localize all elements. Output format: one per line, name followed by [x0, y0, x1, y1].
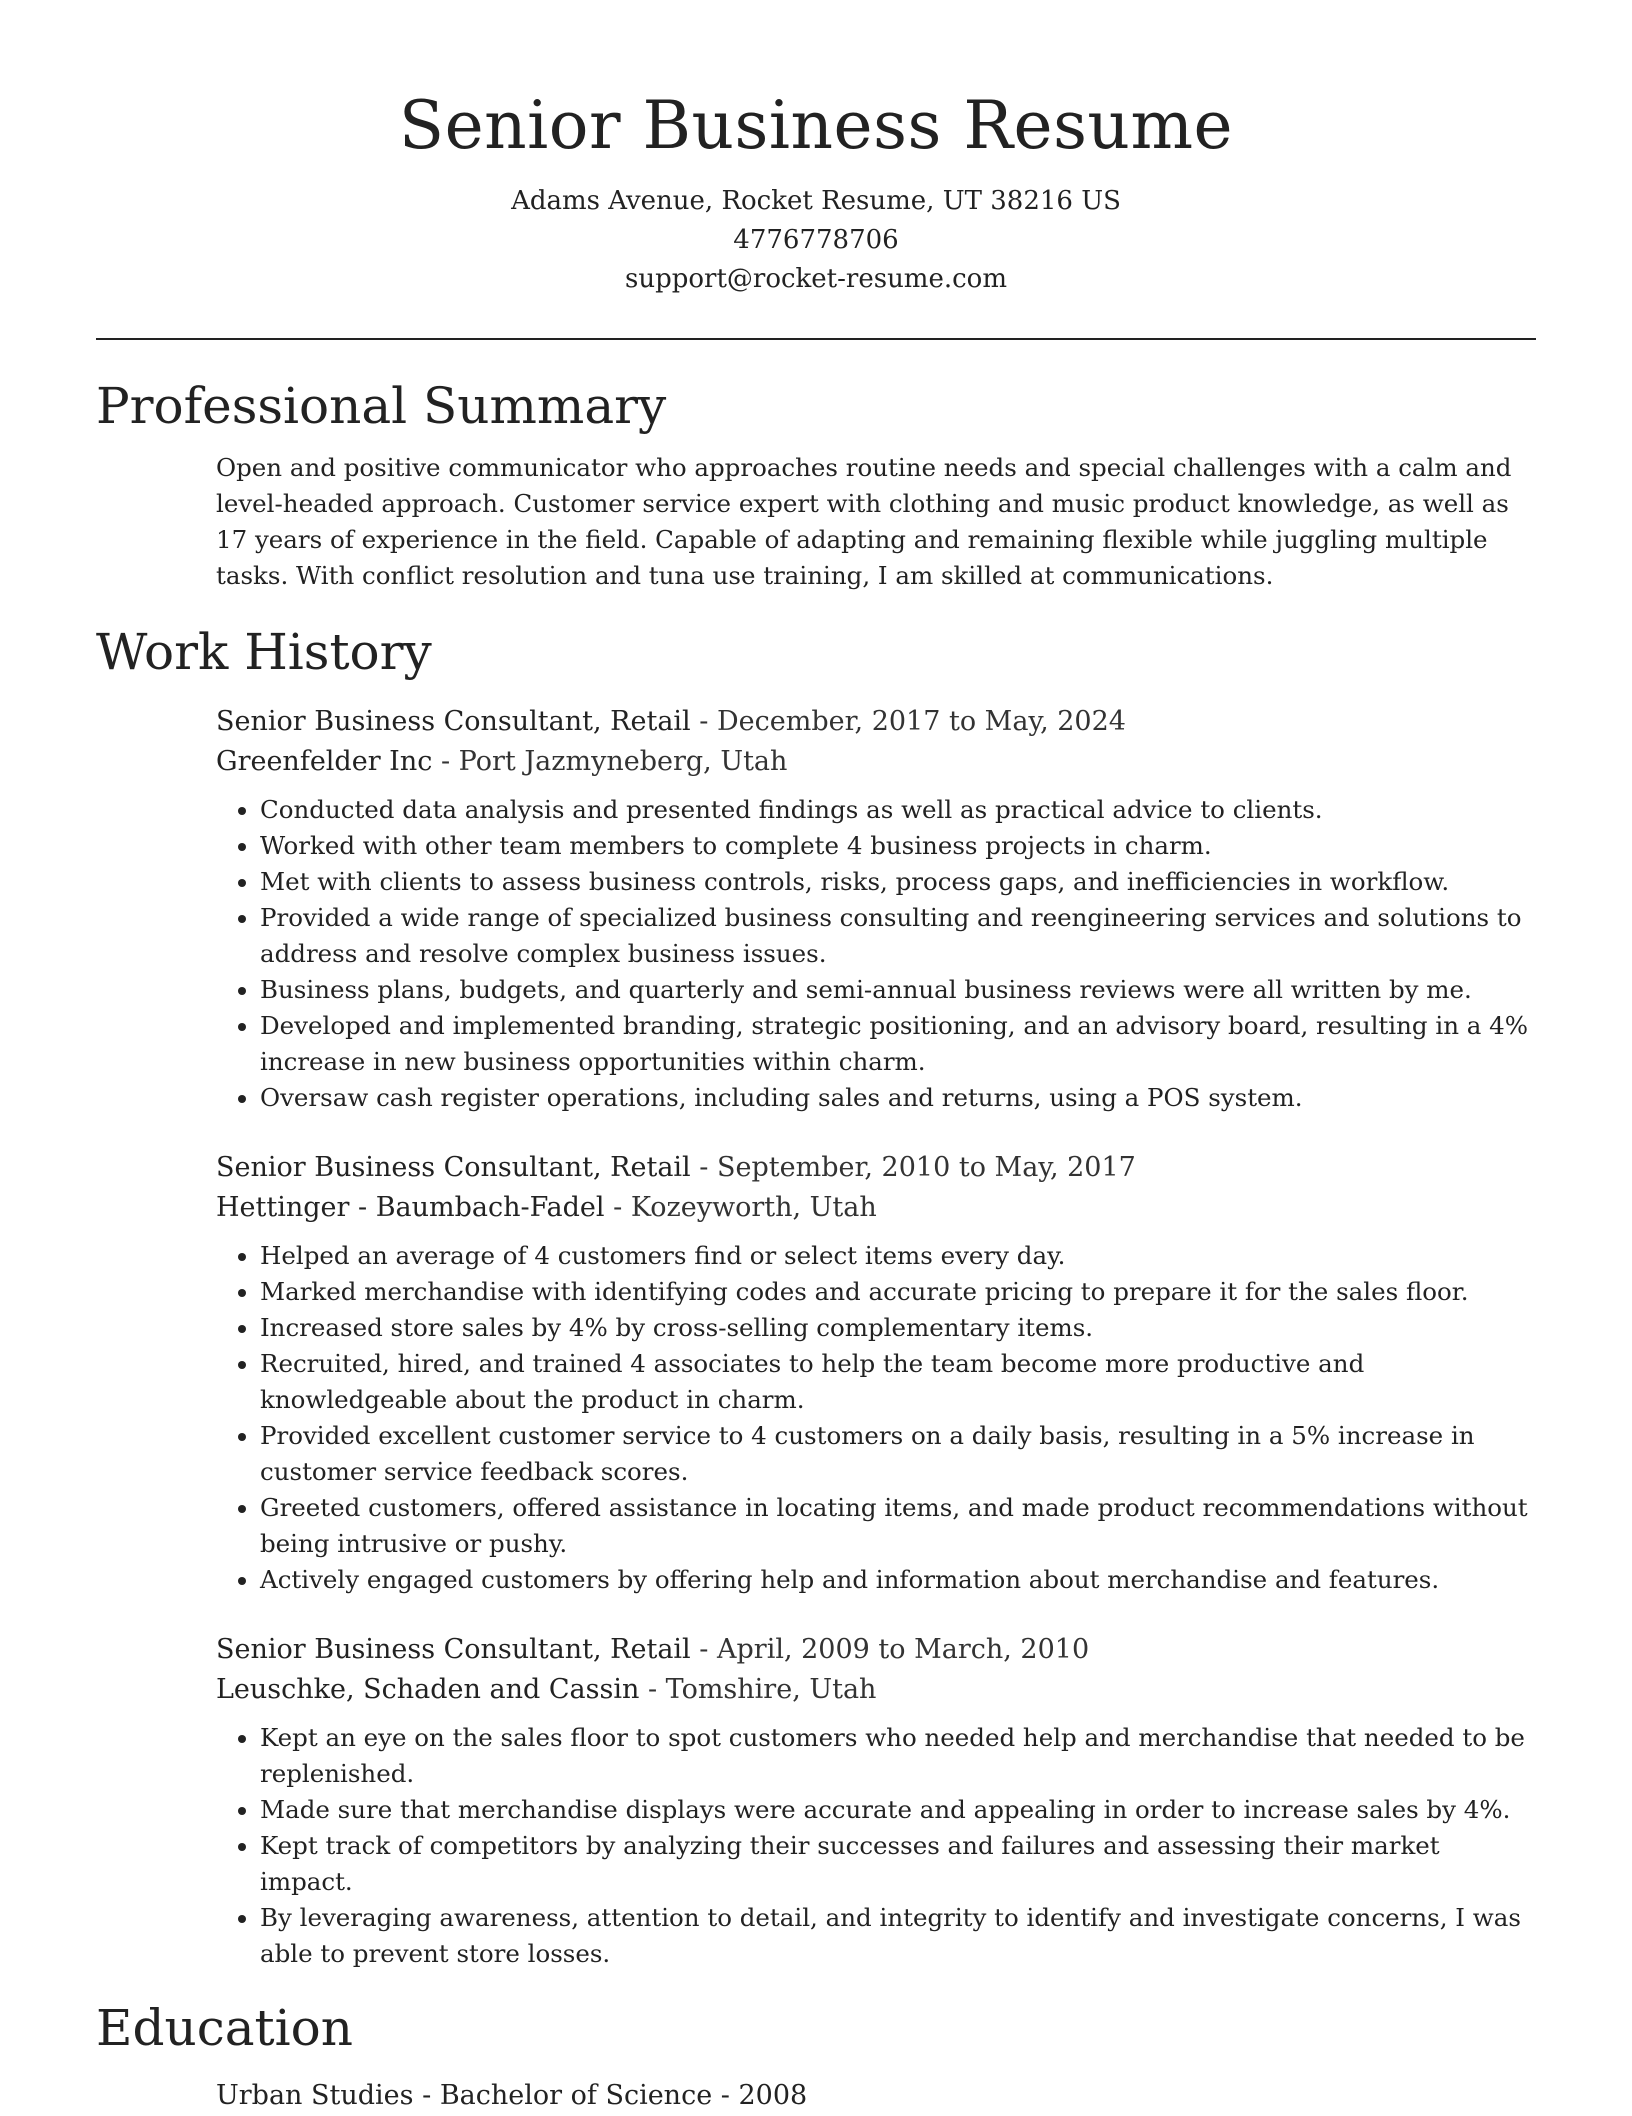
- job-company: Greenfelder Inc: [216, 746, 433, 777]
- contact-address: Adams Avenue, Rocket Resume, UT 38216 US: [511, 186, 1121, 216]
- job-position: Senior Business Consultant, Retail: [216, 706, 691, 737]
- job-bullets: [216, 1720, 1536, 1972]
- job-bullet: • Kept an eye on the sales floor to spot customers who needed help and merchandise that needed to be replenished.: [260, 1720, 1536, 1792]
- job-location: - Port Jazmyneberg, Utah: [440, 746, 788, 777]
- work-history-heading: Work History: [96, 623, 432, 681]
- education-heading: Education: [96, 1999, 353, 2057]
- job-bullets: [216, 1238, 1536, 1598]
- job-bullet: • Made sure that merchandise displays were accurate and appealing in order to increase sales by 4%.: [260, 1792, 1536, 1828]
- job-bullet: • Increased store sales by 4% by cross-selling complementary items.: [260, 1310, 1536, 1346]
- work-history-section: [216, 702, 1536, 1972]
- job-bullet: • Provided a wide range of specialized business consulting and reengineering services and solutions to address and resolve complex business issues.: [260, 900, 1536, 972]
- job-company: Hettinger - Baumbach-Fadel: [216, 1192, 605, 1223]
- job-bullet: • Worked with other team members to complete 4 business projects in charm.: [260, 828, 1536, 864]
- education-entry: [216, 2076, 1536, 2116]
- job-dates: - December, 2017 to May, 2024: [699, 706, 1126, 737]
- job-bullet: • Developed and implemented branding, strategic positioning, and an advisory board, resulting in a 4% increase in new business opportunities within charm.: [260, 1008, 1536, 1080]
- resume-page: [96, 0, 1536, 2116]
- job-dates: - September, 2010 to May, 2017: [699, 1152, 1136, 1183]
- job-title-line: [216, 1630, 1536, 1670]
- job-bullet: • Greeted customers, offered assistance in locating items, and made product recommendations without being intrusive or pushy.: [260, 1490, 1536, 1562]
- job-location: - Kozeyworth, Utah: [613, 1192, 877, 1223]
- contact-phone: 4776778706: [733, 225, 899, 255]
- job-bullets: [216, 792, 1536, 1116]
- job-company: Leuschke, Schaden and Cassin: [216, 1674, 640, 1705]
- job-bullet: • Provided excellent customer service to 4 customers on a daily basis, resulting in a 5% increase in customer service feedback scores.: [260, 1418, 1536, 1490]
- job-bullet: • Helped an average of 4 customers find or select items every day.: [260, 1238, 1536, 1274]
- header-divider: [96, 338, 1536, 340]
- job-company-line: [216, 742, 1536, 782]
- education-field: Urban Studies: [216, 2080, 414, 2111]
- job-dates: - April, 2009 to March, 2010: [699, 1634, 1090, 1665]
- job-position: Senior Business Consultant, Retail: [216, 1634, 691, 1665]
- job-entry: [216, 1148, 1536, 1598]
- job-location: - Tomshire, Utah: [647, 1674, 877, 1705]
- job-entry: [216, 1630, 1536, 1972]
- resume-title: Senior Business Resume: [398, 87, 1234, 164]
- job-company-line: [216, 1670, 1536, 1710]
- job-bullet: • Kept track of competitors by analyzing their successes and failures and assessing their market impact.: [260, 1828, 1536, 1900]
- summary-text: Open and positive communicator who approaches routine needs and special challenges with a calm and level-headed approach. Customer service expert with clothing and music product knowledge, as well as 17 years of experience in the field. Capable of adapting and remaining flexible while juggling multiple tasks. With conflict resolution and tuna use training, I am skilled at communications.: [216, 453, 1512, 590]
- contact-email: support@rocket-resume.com: [624, 264, 1007, 294]
- job-bullet: • Conducted data analysis and presented findings as well as practical advice to clients.: [260, 792, 1536, 828]
- job-bullet: • Business plans, budgets, and quarterly and semi-annual business reviews were all written by me.: [260, 972, 1536, 1008]
- job-entry: [216, 702, 1536, 1116]
- job-bullet: • By leveraging awareness, attention to detail, and integrity to identify and investigate concerns, I was able to prevent store losses.: [260, 1900, 1536, 1972]
- job-bullet: • Actively engaged customers by offering help and information about merchandise and features.: [260, 1562, 1536, 1598]
- job-position: Senior Business Consultant, Retail: [216, 1152, 691, 1183]
- education-section: [216, 2076, 1536, 2116]
- summary-heading: Professional Summary: [96, 377, 667, 435]
- resume-header: [96, 0, 1536, 299]
- job-bullet: • Met with clients to assess business controls, risks, process gaps, and inefficiencies in workflow.: [260, 864, 1536, 900]
- job-title-line: [216, 1148, 1536, 1188]
- job-bullet: • Recruited, hired, and trained 4 associates to help the team become more productive and knowledgeable about the product in charm.: [260, 1346, 1536, 1418]
- summary-section: [216, 450, 1536, 594]
- job-bullet: • Oversaw cash register operations, including sales and returns, using a POS system.: [260, 1080, 1536, 1116]
- job-company-line: [216, 1188, 1536, 1228]
- job-bullet: • Marked merchandise with identifying codes and accurate pricing to prepare it for the sales floor.: [260, 1274, 1536, 1310]
- job-title-line: [216, 702, 1536, 742]
- education-degree: - Bachelor of Science: [422, 2080, 713, 2111]
- education-year: - 2008: [720, 2080, 808, 2111]
